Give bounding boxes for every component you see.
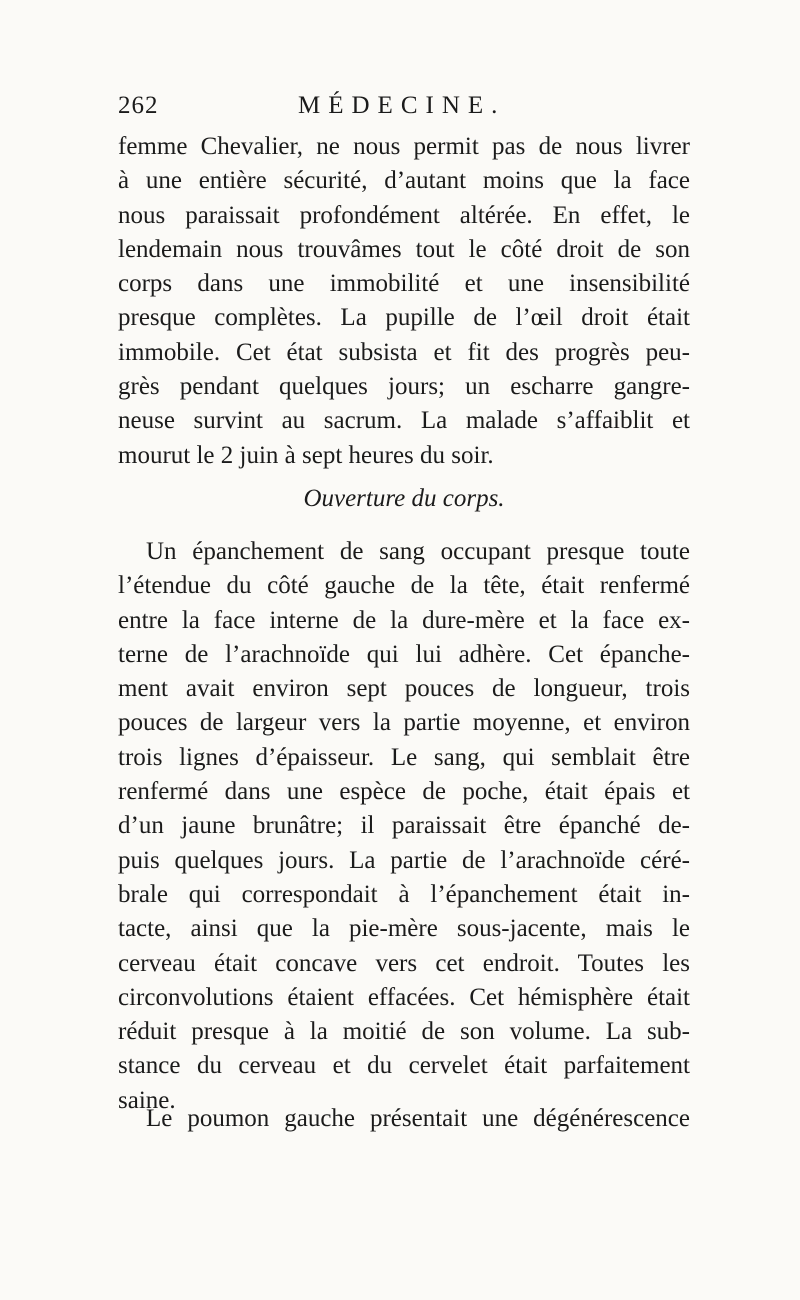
text-line: trois lignes d’épaisseur. Le sang, qui semblait être — [118, 743, 690, 771]
text-line: entre la face interne de la dure-mère et la face ex- — [118, 606, 690, 634]
text-line: stance du cerveau et du cervelet était parfaitement — [118, 1052, 690, 1080]
text-line: Un épanchement de sang occupant presque toute — [146, 538, 690, 565]
paragraph-2 — [118, 535, 690, 1118]
text-line: ment avait environ sept pouces de longueur, trois — [118, 675, 690, 703]
text-line: mourut le 2 juin à sept heures du soir. — [118, 441, 494, 469]
text-line: corps dans une immobilité et une insensibilité — [118, 270, 690, 298]
text-line: circonvolutions étaient effacées. Cet hémisphère était — [118, 983, 690, 1011]
text-line: grès pendant quelques jours; un escharre gangre- — [118, 373, 690, 401]
text-line: immobile. Cet état subsista et fit des progrès peu- — [118, 338, 690, 366]
text-line: réduit presque à la moitié de son volume. La sub- — [118, 1018, 690, 1046]
text-line: tacte, ainsi que la pie-mère sous-jacente, mais le — [118, 915, 690, 943]
text-line: Le poumon gauche présentait une dégénérescence — [146, 1105, 690, 1132]
text-line: neuse survint au sacrum. La malade s’affaiblit et — [118, 407, 690, 435]
page-header — [118, 92, 688, 126]
text-line: l’étendue du côté gauche de la tête, était renfermé — [118, 572, 690, 600]
text-line: presque complètes. La pupille de l’œil droit était — [118, 304, 690, 332]
text-line: nous paraissait profondément altérée. En effet, le — [118, 201, 690, 229]
text-line: saine. — [118, 1086, 176, 1114]
text-line: femme Chevalier, ne nous permit pas de nous livrer — [118, 133, 690, 160]
text-line: d’un jaune brunâtre; il paraissait être épanché de- — [118, 812, 690, 840]
paragraph-3 — [118, 1102, 690, 1136]
text-line: lendemain nous trouvâmes tout le côté droit de son — [118, 235, 690, 263]
text-line: cerveau était concave vers cet endroit. Toutes les — [118, 949, 690, 977]
text-line: puis quelques jours. La partie de l’arachnoïde céré- — [118, 846, 690, 874]
text-line: pouces de largeur vers la partie moyenne, et environ — [118, 709, 690, 737]
text-line: terne de l’arachnoïde qui lui adhère. Cet épanche- — [118, 640, 690, 668]
text-line: brale qui correspondait à l’épanchement était in- — [118, 880, 690, 908]
section-title: Ouverture du corps. — [303, 485, 505, 512]
text-line: renfermé dans une espèce de poche, était épais et — [118, 778, 690, 806]
running-head: MÉDECINE. — [298, 92, 506, 119]
text-line: à une entière sécurité, d’autant moins que la face — [118, 167, 690, 195]
page-number: 262 — [118, 92, 159, 119]
paragraph-1 — [118, 130, 690, 473]
